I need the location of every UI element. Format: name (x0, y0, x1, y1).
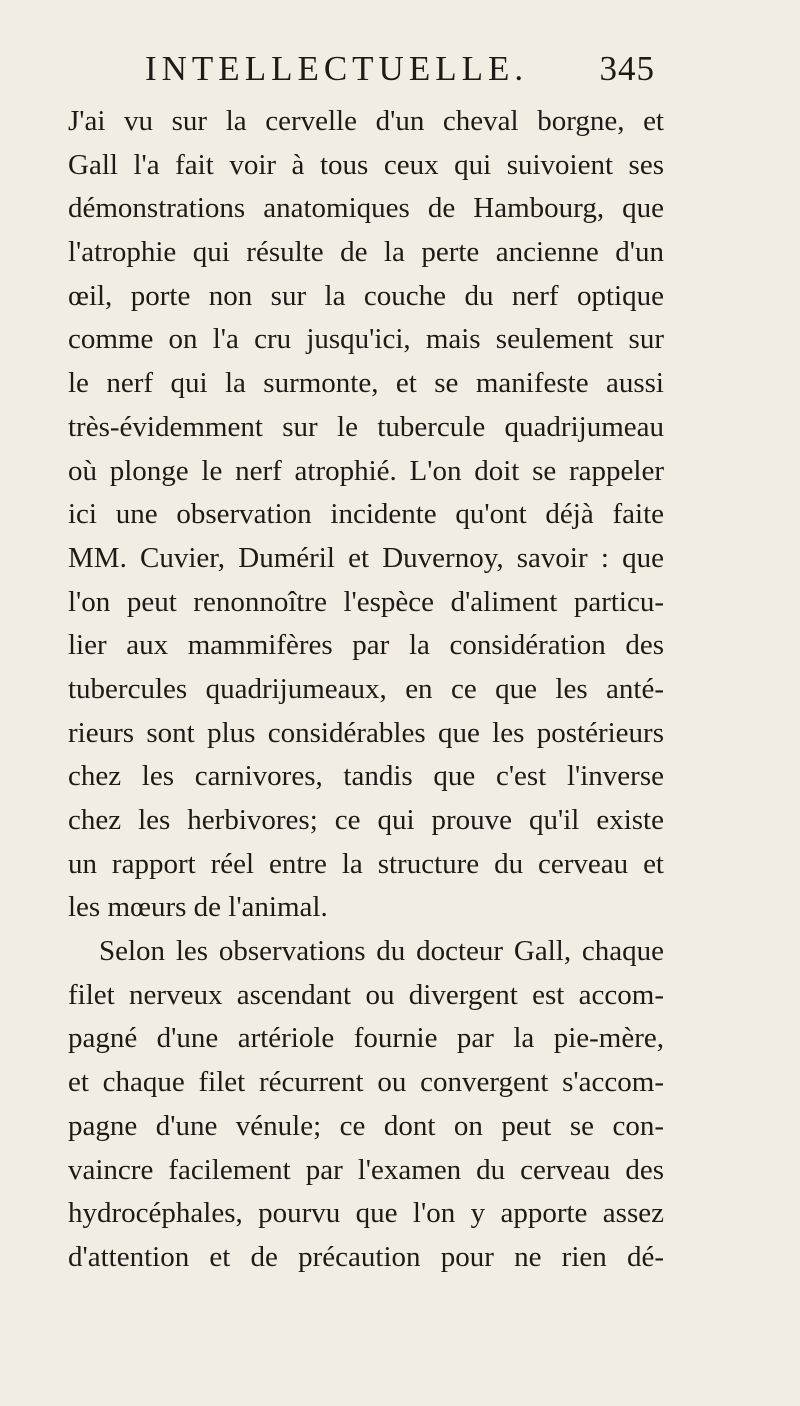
text-line: et chaque filet récurrent ou convergent s'accom- (68, 1066, 664, 1099)
text-line: filet nerveux ascendant ou divergent est accom- (68, 978, 664, 1011)
text-line: hydrocéphales, pourvu que l'on y apporte assez (68, 1197, 664, 1230)
running-title: INTELLECTUELLE. (145, 49, 529, 88)
text-line: J'ai vu sur la cervelle d'un cheval borgne, et (68, 105, 664, 137)
text-line: l'atrophie qui résulte de la perte ancienne d'un (68, 236, 664, 269)
text-line: d'attention et de précaution pour ne rien dé- (68, 1240, 664, 1273)
text-line: les mœurs de l'animal. (68, 891, 328, 924)
text-line: Gall l'a fait voir à tous ceux qui suivoient ses (68, 148, 664, 181)
paragraph-1 (68, 100, 664, 930)
text-line: chez les carnivores, tandis que c'est l'inverse (68, 760, 664, 793)
text-line: vaincre facilement par l'examen du cerveau des (68, 1153, 664, 1186)
page-number: 345 (599, 49, 655, 88)
text-line: MM. Cuvier, Duméril et Duvernoy, savoir : que (68, 541, 664, 574)
running-head (145, 44, 655, 94)
text-line: pagné d'une artériole fournie par la pie-mère, (68, 1022, 664, 1055)
text-line: pagne d'une vénule; ce dont on peut se con- (68, 1109, 664, 1142)
text-line: un rapport réel entre la structure du cerveau et (68, 847, 664, 880)
paragraph-2 (68, 930, 664, 1280)
text-line: lier aux mammifères par la considération des (68, 629, 664, 662)
text-line: Selon les observations du docteur Gall, chaque (99, 935, 664, 968)
text-line: le nerf qui la surmonte, et se manifeste aussi (68, 367, 664, 400)
text-line: très-évidemment sur le tubercule quadrijumeau (68, 410, 664, 443)
text-line: comme on l'a cru jusqu'ici, mais seulement sur (68, 323, 664, 356)
text-line: tubercules quadrijumeaux, en ce que les anté- (68, 672, 664, 705)
text-line: l'on peut renonnoître l'espèce d'aliment particu- (68, 585, 664, 618)
body-text (68, 100, 664, 1280)
text-line: démonstrations anatomiques de Hambourg, que (68, 192, 664, 225)
text-line: où plonge le nerf atrophié. L'on doit se rappeler (68, 454, 664, 487)
text-line: ici une observation incidente qu'ont déjà faite (68, 498, 664, 531)
text-line: rieurs sont plus considérables que les postérieurs (68, 716, 664, 749)
text-line: chez les herbivores; ce qui prouve qu'il existe (68, 804, 664, 836)
text-line: œil, porte non sur la couche du nerf optique (68, 279, 664, 312)
